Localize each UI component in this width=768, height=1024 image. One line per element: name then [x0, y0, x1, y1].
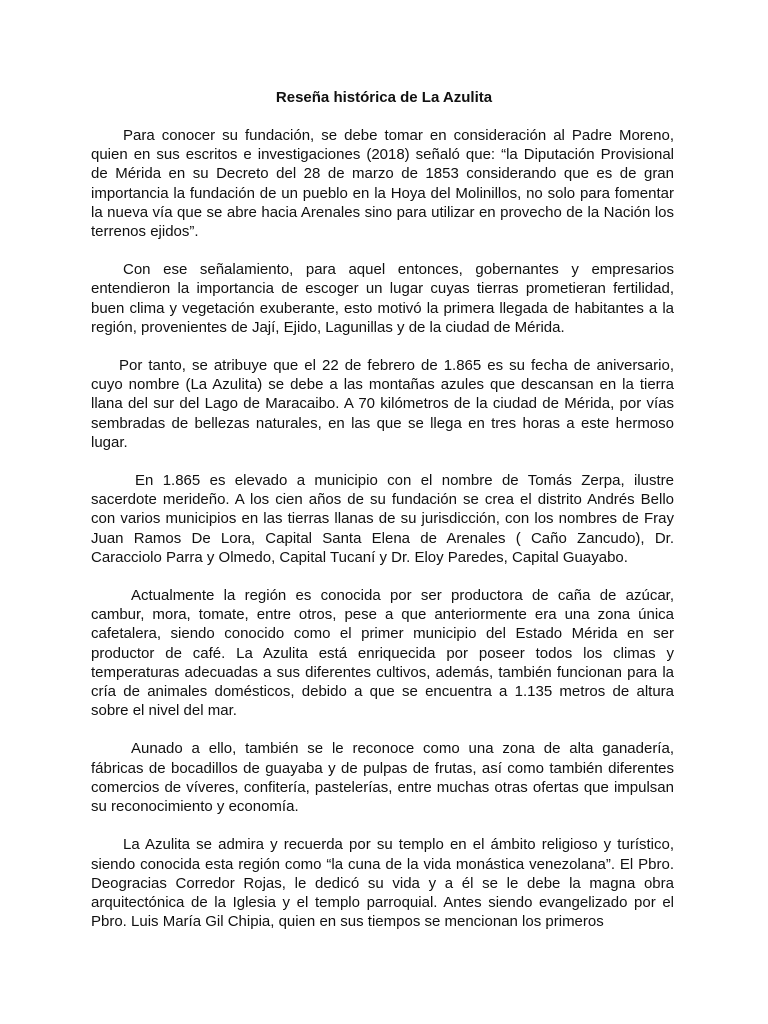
paragraph-municipality: En 1.865 es elevado a municipio con el nombre de Tomás Zerpa, ilustre sacerdote merideño. A los cien años de su fundación se crea el distrito Andrés Bello con varios municipios en las tierras llanas de su jurisdicción, con los nombres de Fray Juan Ramos De Lora, Capital Santa Elena de Arenales ( Caño Zancudo), Dr. Caracciolo Parra y Olmedo, Capital Tucaní y Dr. Eloy Paredes, Capital Guayabo. — [91, 472, 674, 566]
document-title: Reseña histórica de La Azulita — [275, 89, 493, 106]
paragraph-economy: Aunado a ello, también se le reconoce como una zona de alta ganadería, fábricas de bocadillos de guayaba y de pulpas de frutas, así como también diferentes comercios de víveres, confitería, pastelerías, entre muchas otras ofertas que impulsan su reconocimiento y economía. — [91, 740, 674, 816]
paragraph-religion: La Azulita se admira y recuerda por su templo en el ámbito religioso y turístico, siendo conocida esta región como “la cuna de la vida monástica venezolana”. El Pbro. Deogracias Corredor Rojas, le dedicó su vida y a él se le debe la magna obra arquitectónica de la Iglesia y el templo parroquial. Antes siendo evangelizado por el Pbro. Luis María Gil Chipia, quien en sus tiempos se mencionan los primeros — [91, 836, 674, 931]
paragraph-settlement: Con ese señalamiento, para aquel entonces, gobernantes y empresarios entendieron la importancia de escoger un lugar cuyas tierras prometieran fertilidad, buen clima y vegetación exuberante, esto motivó la primera llegada de habitantes a la región, provenientes de Jají, Ejido, Lagunillas y de la ciudad de Mérida. — [91, 261, 674, 336]
paragraph-agriculture: Actualmente la región es conocida por ser productora de caña de azúcar, cambur, mora, tomate, entre otros, pese a que anteriormente era una zona única cafetalera, siendo conocido como el primer municipio del Estado Mérida en ser productor de café. La Azulita está enriquecida por poseer todos los climas y temperaturas adecuadas a sus diferentes cultivos, además, también funcionan para la cría de animales domésticos, debido a que se encuentra a 1.135 metros de altura sobre el nivel del mar. — [91, 587, 674, 720]
paragraph-foundation: Para conocer su fundación, se debe tomar en consideración al Padre Moreno, quien en sus escritos e investigaciones (2018) señaló que: “la Diputación Provisional de Mérida en su Decreto del 28 de marzo de 1853 considerando que es de gran importancia la fundación de un pueblo en la Hoya del Molinillos, no solo para fomentar la nueva vía que se abre hacia Arenales sino para utilizar en provecho de la Nación los terrenos ejidos”. — [91, 127, 674, 241]
document-body — [91, 126, 674, 950]
paragraph-anniversary: Por tanto, se atribuye que el 22 de febrero de 1.865 es su fecha de aniversario, cuyo nombre (La Azulita) se debe a las montañas azules que descansan en la tierra llana del sur del Lago de Maracaibo. A 70 kilómetros de la ciudad de Mérida, por vías sembradas de bellezas naturales, en las que se llega en tres horas a este hermoso lugar. — [91, 357, 674, 451]
